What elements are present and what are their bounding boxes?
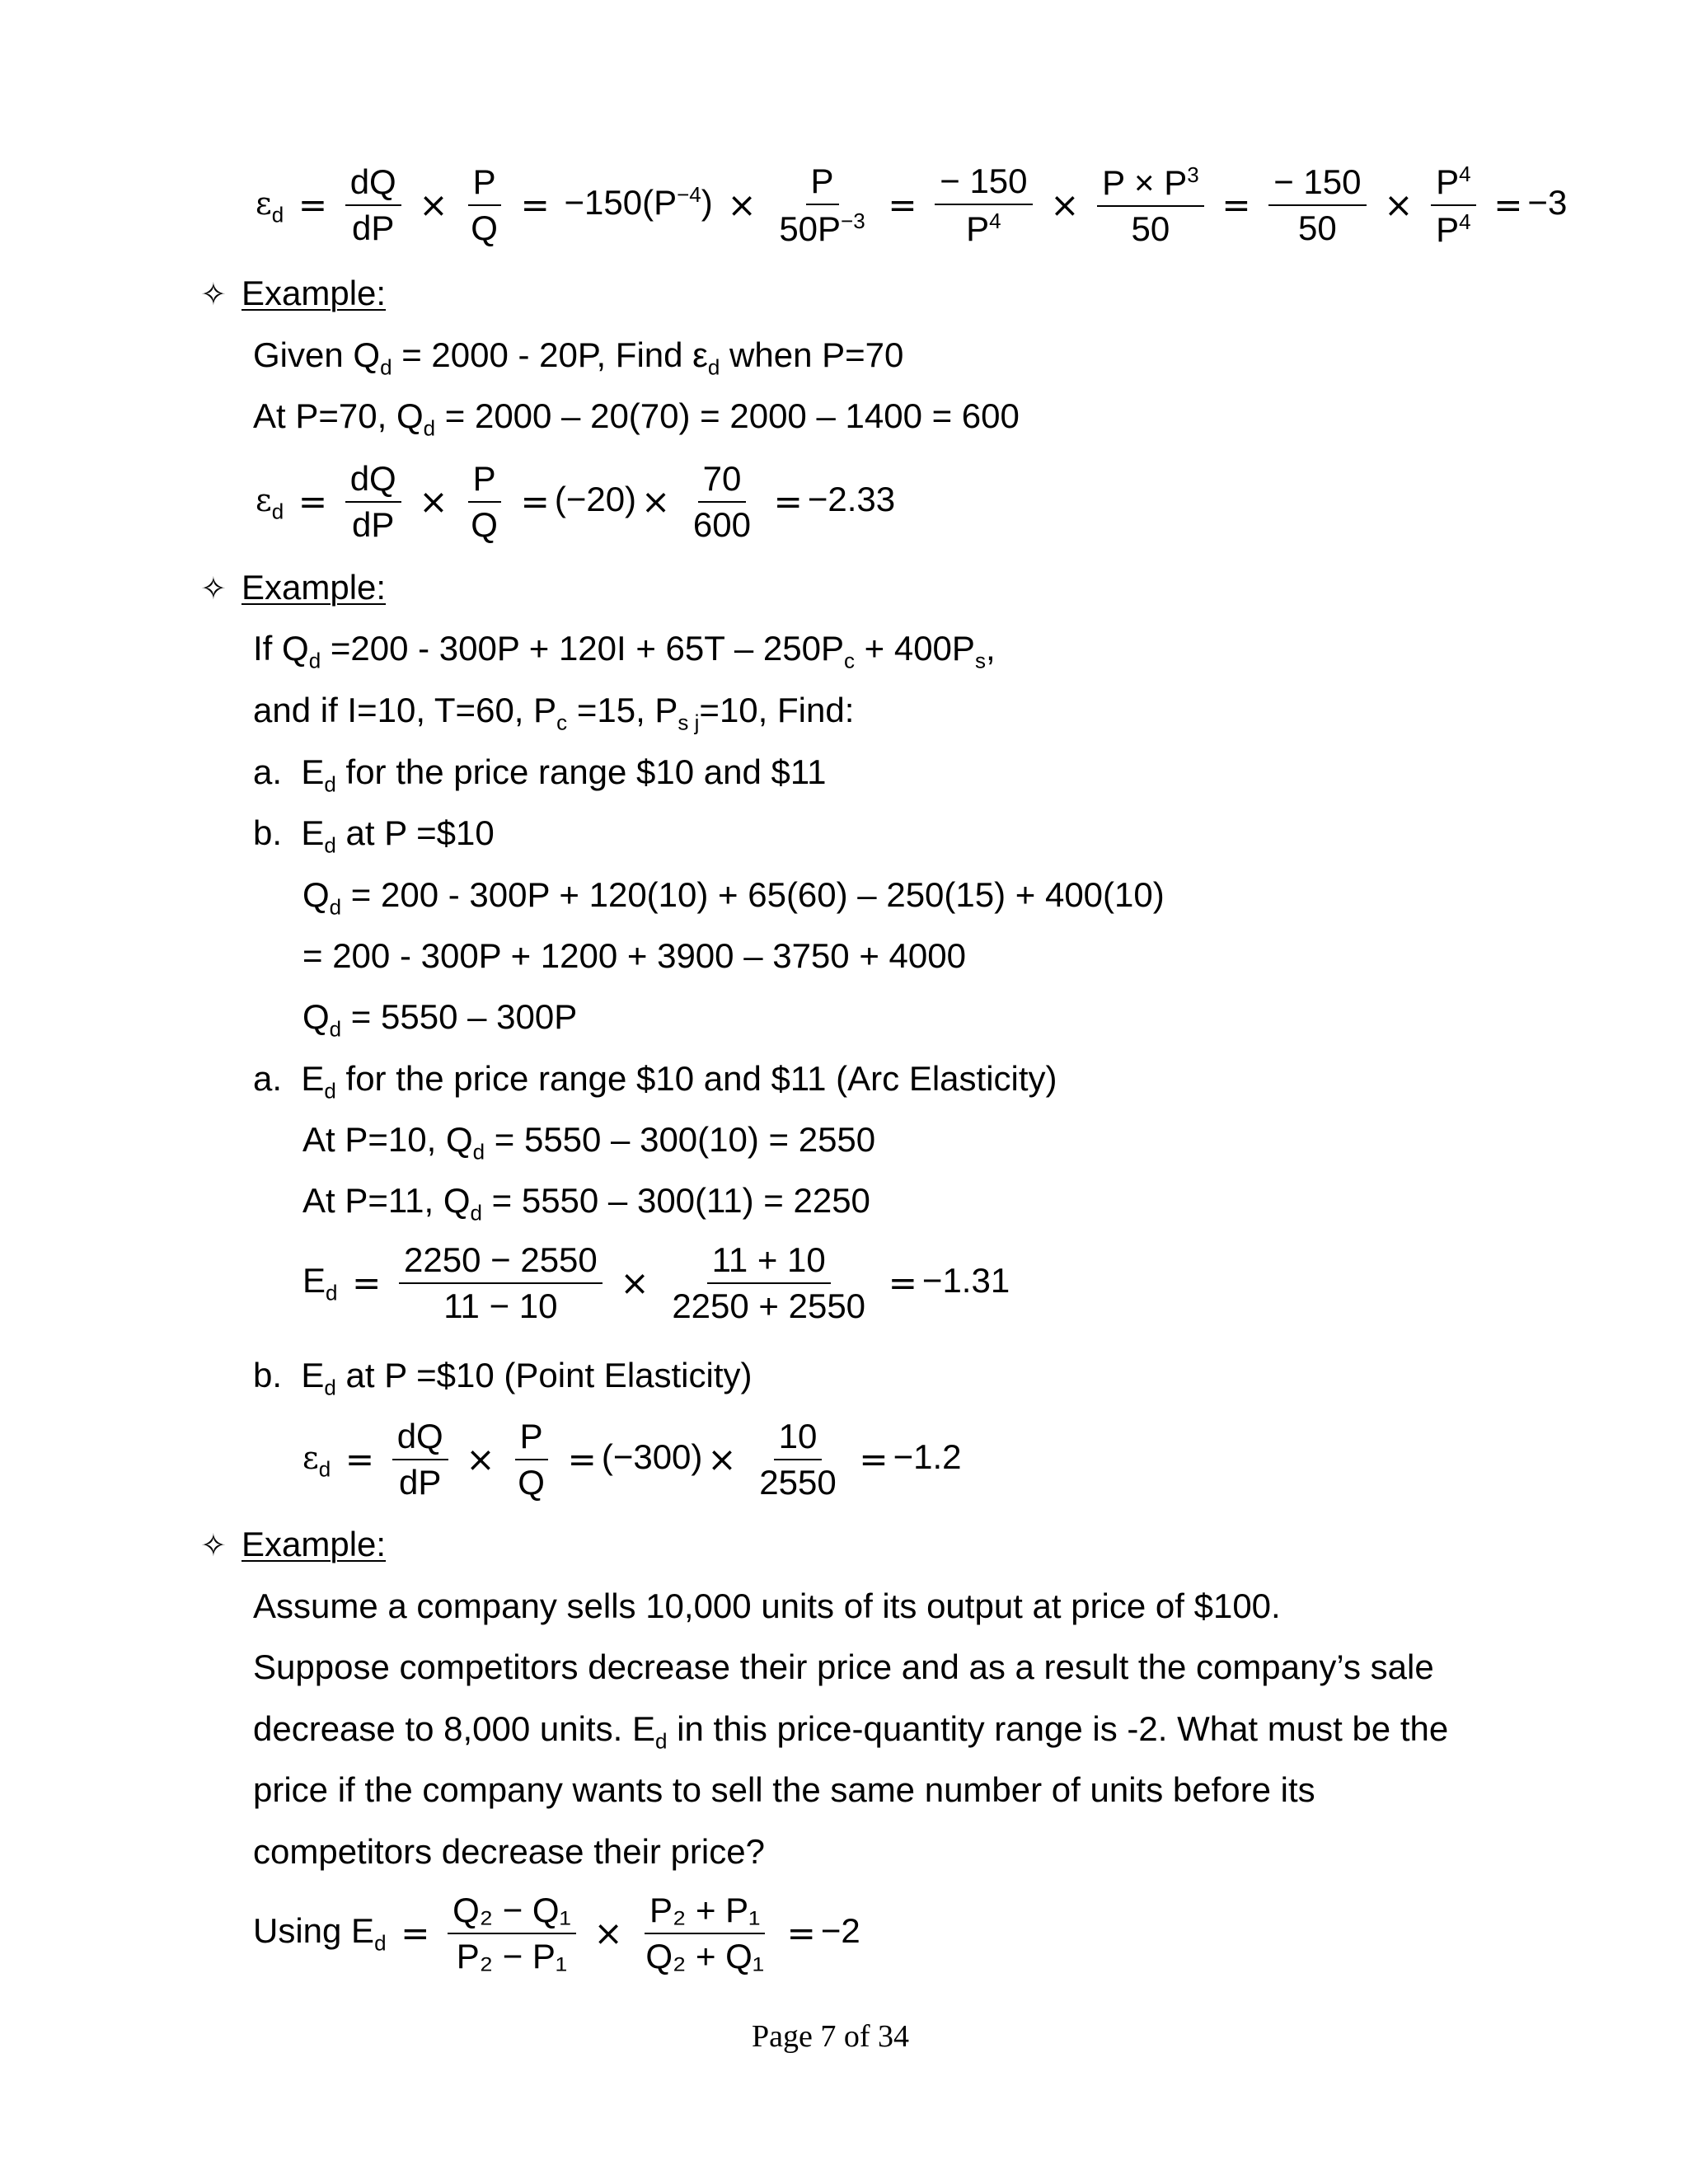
example2-p11: At P=11, $Q_d = 5550 - 300(11) = 2250$ (302, 1181, 870, 1226)
example-heading-1: ✧ Example: (200, 274, 387, 312)
fraction-150-50: $\frac{- 150}{50}$ (1268, 165, 1366, 246)
example1-equation: $\varepsilon_d$ = $\frac{dQ}{dP}$ × $\frac{P}{Q}$ = (−20) × $\frac{70}{600}$ = −2.33 (256, 459, 896, 544)
example3-p5: competitors decrease their price? (253, 1832, 765, 1871)
fraction-p4-p4: $\frac{P^4}{P^4}$ (1431, 163, 1475, 247)
example3-using-equation: Using $E_d$ = $\frac{\text{Q₂ − Q₁}}{\text{P₂ − P₁}}$ × $\frac{\text{P₂ + P₁}}{\text{Q₂ + Q₁}}$ = −2 (253, 1891, 860, 1975)
example2-line1: If $Q_d =200 - 300P + 120I + 65T - 250P_c + 400P_s$, (253, 629, 996, 673)
page-footer: Page 7 of 34 (752, 2019, 910, 2054)
example1-line2: At P=70, $Q_d = 2000 - 20(70) = 2000 - 1400 = 600$ (253, 396, 1020, 441)
example3-p4: price if the company wants to sell the same number of units before its (253, 1770, 1315, 1809)
example2-arc-equation: $E_d$ = $\frac{2250 - 2550}{11 - 10}$ × $\frac{11 + 10}{2250 + 2550}$ = −1.31 (302, 1240, 1010, 1325)
fraction-p-q: $\frac{P}{Q}$ (466, 165, 503, 246)
example3-p3: decrease to 8,000 units. $E_d$ in this price-quantity range is -2. What must be the (253, 1709, 1449, 1754)
example2-item-a: a. $E_d$ for the price range $10 and $11 (253, 752, 827, 797)
example2-item-b: b. $E_d$ at P =$10 (253, 813, 495, 858)
fraction-p-50p: $\frac{P}{50P^{-3}}$ (779, 162, 865, 248)
example-heading-2: ✧ Example: (200, 568, 387, 607)
star-bullet-icon: ✧ (200, 570, 227, 607)
example2-qd-line3: $Q_d = 5550 - 300P$ (302, 997, 578, 1042)
example2-qd-line1: $Q_d = 200 - 300P + 120(10) + 65(60) - 250(15) + 400(10)$ (302, 875, 1165, 920)
example3-p1: Assume a company sells 10,000 units of its output at price of $100. (253, 1586, 1281, 1625)
star-bullet-icon: ✧ (200, 1527, 227, 1563)
fraction-pp3-50: $\frac{P \times P^3}{50}$ (1097, 164, 1204, 246)
fraction-150-p4: $\frac{- 150}{P^4}$ (935, 164, 1032, 246)
example2-item-b-point: b. $E_d$ at P =$10 (Point Elasticity) (253, 1356, 753, 1400)
example1-line1: Given $Q_d = 2000 - 20P$, Find $\varepsilon_d$ when P=70 (253, 335, 904, 380)
epsilon-symbol: ε (256, 185, 272, 223)
equation-elasticity-derivation: $\varepsilon_d$ = $\frac{dQ}{dP}$ × $\frac{P}{Q}$ = $-150(P^{-4})$ × $\frac{P}{50P^{-3}}$ = $\frac{- 150}{P^4}$ × $\frac{P \times P^3}{50}$ = $\frac{- 150}{50}$ × $\frac{P^4}{P^4}$ = −3 (256, 162, 1568, 249)
example2-line2: and if I=10, T=60, $P_c =15$, $P_{s j}=10$, Find: (253, 691, 855, 735)
star-bullet-icon: ✧ (200, 276, 227, 312)
example2-p10: At P=10, $Q_d = 5550 - 300(10) = 2550$ (302, 1120, 876, 1165)
example2-qd-line2: = 200 - 300P + 1200 + 3900 – 3750 + 4000 (302, 936, 966, 975)
example2-point-equation: $\varepsilon_d$ = $\frac{dQ}{dP}$ × $\frac{P}{Q}$ = (−300) × $\frac{10}{2550}$ = −1.2 (302, 1417, 962, 1502)
example3-p2: Suppose competitors decrease their price and as a result the company’s sale (253, 1647, 1434, 1686)
example-heading-3: ✧ Example: (200, 1525, 387, 1563)
example2-item-a-arc: a. $E_d$ for the price range $10 and $11 (Arc Elasticity) (253, 1059, 1057, 1104)
fraction-dq-dp: $\frac{dQ}{dP}$ (345, 165, 401, 246)
